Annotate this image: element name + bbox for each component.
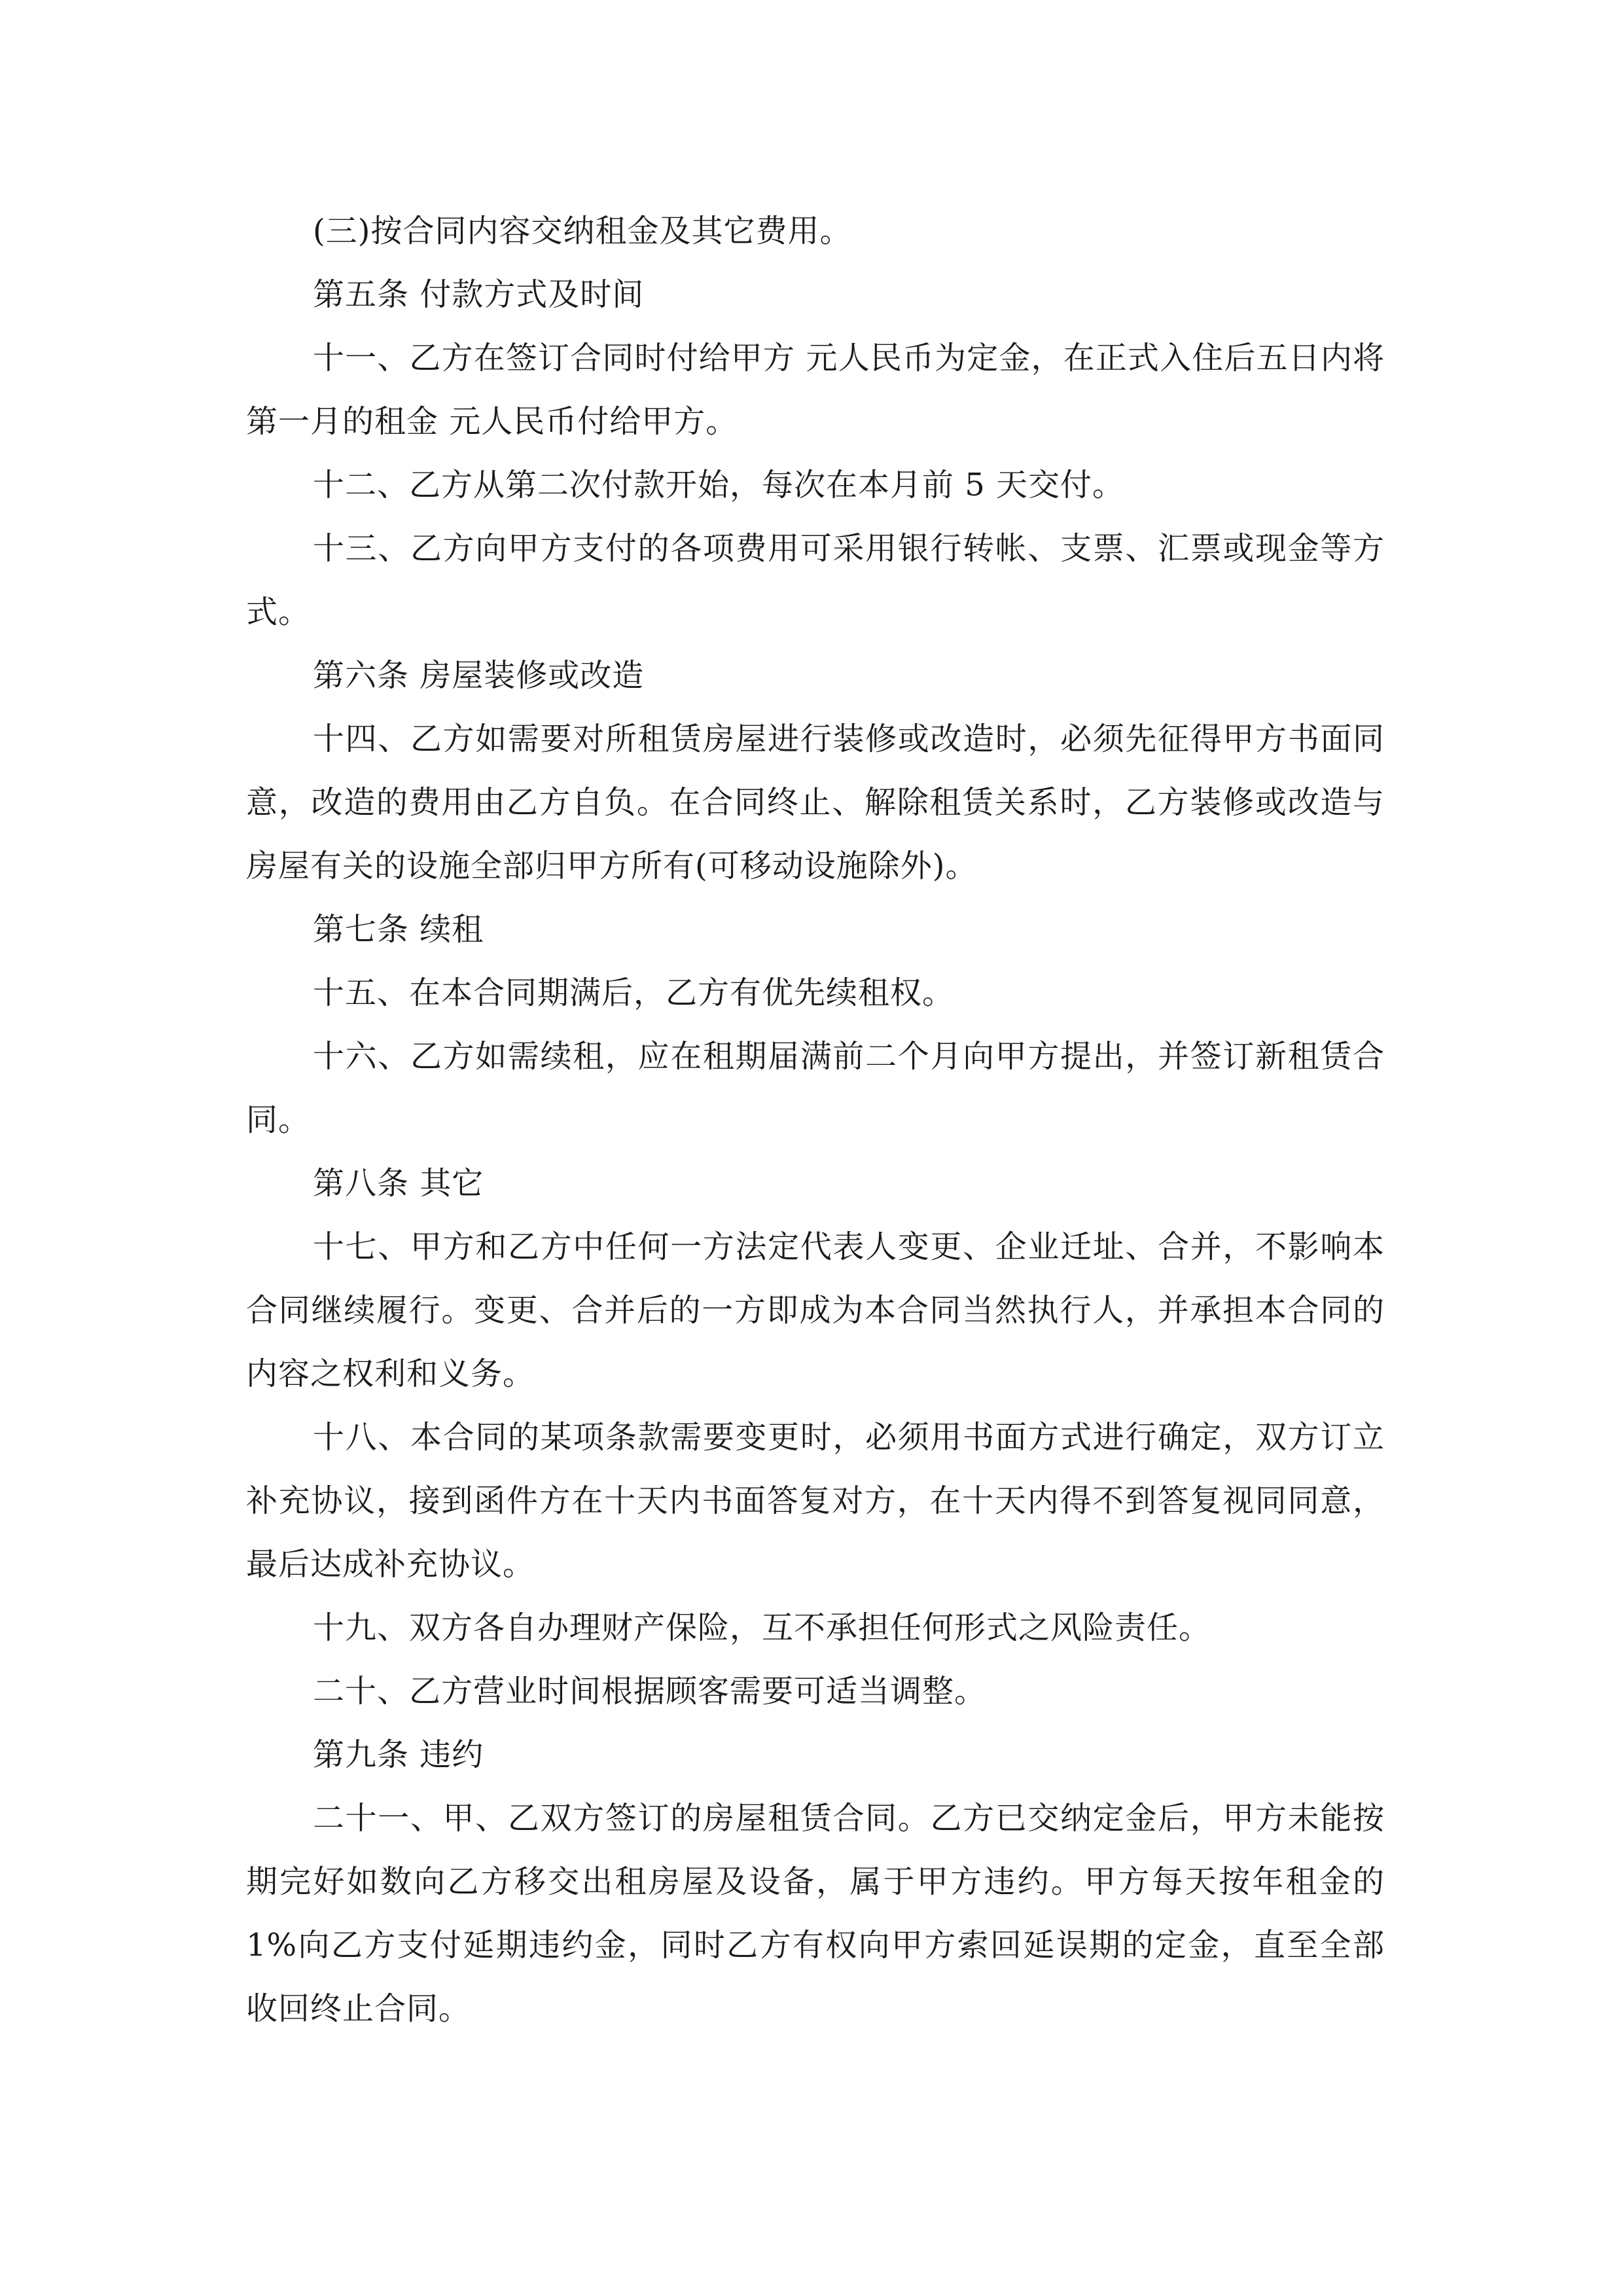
clause-item: 十九、双方各自办理财产保险，互不承担任何形式之风险责任。 (313, 1609, 1211, 1646)
clause-item: 十七、甲方和乙方中任何一方法定代表人变更、企业迁址、合并，不影响本合同继续履行。变更、合并后的一方即成为本合同当然执行人，并承担本合同的内容之权利和义务。 (246, 1229, 1385, 1392)
clause-item: 十三、乙方向甲方支付的各项费用可采用银行转帐、支票、汇票或现金等方式。 (246, 530, 1385, 630)
clause-item: 二十、乙方营业时间根据顾客需要可适当调整。 (313, 1673, 987, 1710)
clause-item: 十四、乙方如需要对所租赁房屋进行装修或改造时，必须先征得甲方书面同意，改造的费用由乙方自负。在合同终止、解除租赁关系时，乙方装修或改造与房屋有关的设施全部归甲方所有(可移动设施除外)。 (246, 721, 1385, 884)
clause-item: 十二、乙方从第二次付款开始，每次在本月前 5 天交付。 (313, 467, 1125, 503)
clause-item: 十六、乙方如需续租，应在租期届满前二个月向甲方提出，并签订新租赁合同。 (246, 1038, 1385, 1138)
clause-item: 十一、乙方在签订合同时付给甲方 元人民币为定金，在正式入住后五日内将第一月的租金 元人民币付给甲方。 (246, 340, 1385, 440)
article-heading: 第七条 续租 (313, 911, 484, 948)
clause-item: 十八、本合同的某项条款需要变更时，必须用书面方式进行确定，双方订立补充协议，接到函件方在十天内书面答复对方，在十天内得不到答复视同同意，最后达成补充协议。 (246, 1419, 1385, 1583)
clause-item: 二十一、甲、乙双方签订的房屋租赁合同。乙方已交纳定金后，甲方未能按期完好如数向乙方移交出租房屋及设备，属于甲方违约。甲方每天按年租金的 1%向乙方支付延期违约金，同时乙方有权向甲方索回延误期的定金，直至全部收回终止合同。 (246, 1800, 1385, 2027)
clause-item: 十五、在本合同期满后，乙方有优先续租权。 (313, 975, 955, 1011)
document-body (246, 200, 1385, 2041)
article-heading: 第六条 房屋装修或改造 (313, 657, 645, 694)
article-heading: 第九条 违约 (313, 1736, 484, 1773)
article-heading: 第八条 其它 (313, 1165, 484, 1202)
clause-item: (三)按合同内容交纳租金及其它费用。 (313, 213, 852, 249)
article-heading: 第五条 付款方式及时间 (313, 276, 645, 313)
